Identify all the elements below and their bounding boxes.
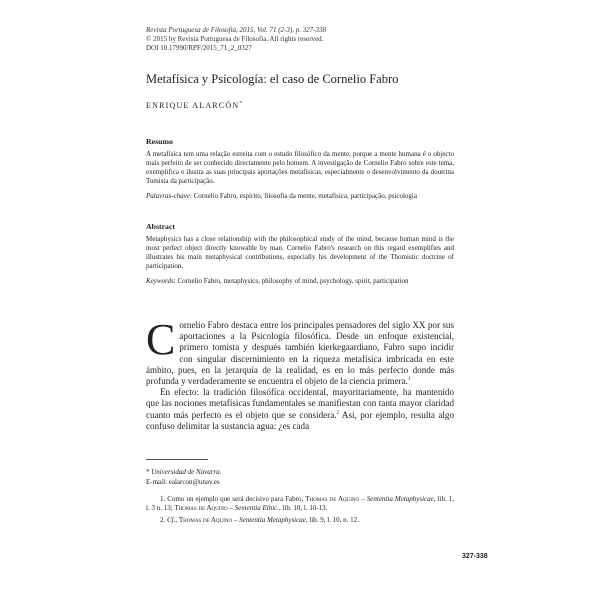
- footnote-2-work: – Sententia Metaphysicae: [232, 516, 306, 525]
- body-paragraph-2-text: En efecto: la tradición filosófica occidental, mayoritariamente, ha mantenido que las nociones metafísicas fundamentales se manifiestan con tanta mayor claridad cuanto más perfecto es el objeto que se considera.: [146, 387, 454, 420]
- resumo-section: [146, 137, 454, 201]
- footnote-1-author-2: Thomas de Aquino: [174, 504, 228, 513]
- copyright-notice: © 2015 by Revista Portuguesa de Filosofia. All rights reserved.: [146, 35, 324, 43]
- footnote-2-prefix: 2.: [160, 516, 167, 525]
- abstract-text: Metaphysics has a close relationship with the philosophical study of the mind, because human mind is the most perfect object directly knowable by man. Cornelio Fabro's research on this regard exemplifies and illustrates his main metaphysical contributions, especially his development of the Thomistic doctrine of participation.: [146, 235, 454, 271]
- abstract-keywords-label: Keywords: [146, 277, 174, 286]
- author-line: [146, 101, 243, 110]
- footnote-ref-1: 1: [407, 376, 411, 382]
- abstract-heading: Abstract: [146, 222, 176, 231]
- footnote-1: [146, 495, 454, 513]
- resumo-keywords: [146, 192, 454, 201]
- resumo-keywords-list: : Cornelio Fabro, espírito, filosofia da mente, metafísica, participação, psicologia: [189, 192, 417, 201]
- affiliation-line: [146, 467, 221, 477]
- abstract-keywords-list: : Cornelio Fabro, metaphysics, philosophy of mind, psychology, spirit, participation: [173, 277, 409, 286]
- footnote-2-cf: Cf.: [167, 516, 176, 525]
- abstract-section: [146, 222, 454, 286]
- affiliation-institution: Universidad de Navarra: [151, 468, 220, 476]
- journal-citation: Revista Portuguesa de Filosofia, 2015, Vol. 71 (2-3), p. 327-338: [146, 26, 327, 34]
- journal-header: [146, 26, 326, 53]
- footnote-2-author: Thomas de Aquino: [178, 516, 233, 525]
- author-affiliation: [146, 467, 221, 487]
- author-footnote-mark: *: [239, 101, 244, 107]
- resumo-keywords-label: Palavras-chave: [146, 192, 190, 201]
- footnote-1-author: Thomas de Aquino: [305, 495, 360, 503]
- body-paragraph-2: [146, 387, 454, 432]
- resumo-heading: Resumo: [146, 137, 173, 146]
- footnote-separator: [146, 459, 208, 460]
- doi: DOI 10.17990/RPF/2015_71_2_0327: [146, 44, 252, 52]
- body-paragraph-2-continued: Así, por ejemplo, resulta algo confuso delimitar la sustancia agua: ¿es cada: [146, 409, 454, 431]
- footnote-1-ref: , lib. 1, l. 3 n. 13;: [146, 495, 455, 513]
- footnote-1-prefix: 1. Como un ejemplo que será decisivo para Fabro,: [160, 495, 306, 503]
- footnote-2-end: , lib. 9, l. 10, n. 12.: [305, 516, 359, 525]
- affiliation-period: .: [219, 468, 222, 476]
- page-range: 327-338: [462, 553, 488, 560]
- drop-cap: C: [146, 315, 176, 364]
- article-title: Metafísica y Psicología: el caso de Cornelio Fabro: [146, 72, 399, 86]
- body-paragraph-1-text: ornelio Fabro destaca entre los principales pensadores del siglo XX por sus aportaciones a la Psicología filosófica. Desde un enfoque existencial, primero tomista y después también kierkegaardiano, Fabro supo incidir con singular discernimiento en la riqueza metafísica imbricada en este ámbito, pues, en la jerarquía de la realidad, es en lo más perfecto donde más profunda y verdaderamente se encuentra el objeto de la ciencia primera.: [146, 320, 454, 387]
- affiliation-mark: *: [146, 468, 150, 476]
- footnote-1-work-2: – Sententia Ethic.: [227, 504, 279, 513]
- footnotes: [146, 495, 454, 528]
- body-text: [146, 315, 454, 432]
- footnote-2: [146, 516, 454, 525]
- author-email: E-mail: ealarcon@unav.es: [146, 478, 220, 486]
- footnote-ref-2: 2: [336, 410, 340, 416]
- footnote-1-end: , lib. 10, l. 10-13.: [279, 504, 328, 513]
- footnote-2-comma: ,: [175, 516, 179, 525]
- resumo-text: A metafísica tem uma relação estreita com o estudo filosófico da mente, porque a mente humana é o objecto mais perfeito de ser conhecido directamente pelo homem. A investigação de Cornelio Fabro sobre este tema, exemplifica e ilustra as suas principais aportações metafísicas, especialmente o desenvolvimento da doutrina Tomista da participação.: [146, 150, 454, 186]
- body-paragraph-1: [146, 315, 454, 387]
- footnote-1-work: – Sententia Metaphysicae: [359, 495, 434, 503]
- abstract-keywords: [146, 277, 454, 286]
- author-name: ENRIQUE ALARCÓN: [146, 101, 240, 110]
